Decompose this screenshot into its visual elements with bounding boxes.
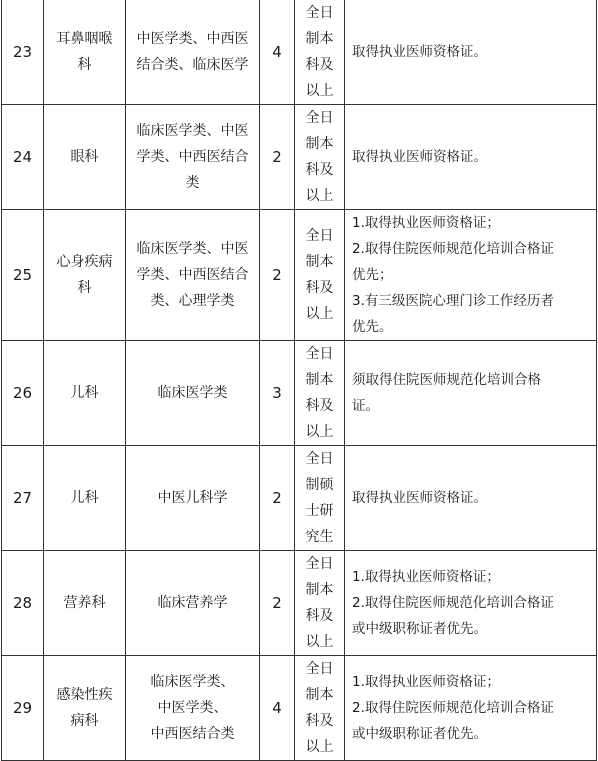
requirements-cell-line: 1.取得执业医师资格证；	[352, 674, 500, 690]
headcount-cell: 4	[260, 656, 295, 761]
department-cell-line: 科	[77, 280, 92, 296]
education-cell-line: 全日	[305, 5, 334, 21]
major-cell	[126, 446, 260, 551]
education-cell-line: 科及	[305, 398, 334, 414]
requirements-cell	[345, 0, 597, 105]
row-index: 25	[2, 210, 44, 341]
department-cell	[44, 105, 126, 210]
department-cell	[44, 446, 126, 551]
requirements-cell-line: 取得执业医师资格证。	[352, 490, 487, 506]
requirements-cell-line: 取得执业医师资格证。	[352, 44, 487, 60]
education-cell-line: 制硕	[305, 477, 334, 493]
education-cell-line: 究生	[305, 529, 334, 545]
education-cell-line: 士研	[305, 503, 334, 519]
headcount-cell: 4	[260, 0, 295, 105]
row-index: 24	[2, 105, 44, 210]
education-cell-line: 科及	[305, 713, 334, 729]
education-cell-line: 制本	[305, 687, 334, 703]
major-cell-line: 中医学类、中西医	[136, 31, 249, 47]
department-cell-line: 心身疾病	[56, 254, 113, 270]
major-cell-line: 中医儿科学	[157, 490, 228, 506]
education-cell-line: 以上	[305, 634, 334, 650]
education-cell-line: 科及	[305, 608, 334, 624]
major-cell	[126, 0, 260, 105]
row-index: 28	[2, 551, 44, 656]
department-cell	[44, 656, 126, 761]
education-cell-line: 制本	[305, 254, 334, 270]
major-cell-line: 临床营养学	[157, 595, 228, 611]
department-cell-line: 眼科	[70, 149, 99, 165]
table-row	[2, 341, 597, 446]
department-cell-line: 病科	[70, 713, 99, 729]
education-cell-line: 科及	[305, 280, 334, 296]
department-cell	[44, 210, 126, 341]
major-cell-line: 学类、中西医结合	[136, 149, 249, 165]
major-cell-line: 中医学类、	[157, 700, 228, 716]
department-cell-line: 儿科	[70, 385, 99, 401]
table-row	[2, 551, 597, 656]
education-cell-line: 全日	[305, 228, 334, 244]
education-cell-line: 以上	[305, 424, 334, 440]
major-cell-line: 临床医学类、	[150, 674, 235, 690]
education-cell-line: 以上	[305, 739, 334, 755]
department-cell-line: 儿科	[70, 490, 99, 506]
department-cell	[44, 341, 126, 446]
requirements-cell-line: 证。	[352, 398, 379, 414]
table-row	[2, 105, 597, 210]
table-row	[2, 656, 597, 761]
requirements-cell	[345, 341, 597, 446]
row-index: 26	[2, 341, 44, 446]
requirements-cell-line: 须取得住院医师规范化培训合格	[352, 372, 541, 388]
education-cell	[295, 0, 345, 105]
education-cell	[295, 446, 345, 551]
row-index: 27	[2, 446, 44, 551]
education-cell	[295, 551, 345, 656]
major-cell	[126, 551, 260, 656]
education-cell-line: 制本	[305, 582, 334, 598]
major-cell	[126, 656, 260, 761]
education-cell-line: 科及	[305, 57, 334, 73]
requirements-cell-line: 优先。	[352, 319, 393, 335]
headcount-cell: 3	[260, 341, 295, 446]
headcount-cell: 2	[260, 551, 295, 656]
education-cell-line: 以上	[305, 188, 334, 204]
requirements-cell-line: 取得执业医师资格证。	[352, 149, 487, 165]
requirements-cell	[345, 446, 597, 551]
requirements-cell-line: 2.取得住院医师规范化培训合格证	[352, 595, 554, 611]
education-cell-line: 全日	[305, 451, 334, 467]
department-cell-line: 营养科	[63, 595, 106, 611]
requirements-cell-line: 3.有三级医院心理门诊工作经历者	[352, 293, 554, 309]
department-cell	[44, 551, 126, 656]
major-cell-line: 类、心理学类	[150, 293, 235, 309]
major-cell	[126, 341, 260, 446]
requirements-cell-line: 优先；	[352, 267, 393, 283]
department-cell	[44, 0, 126, 105]
major-cell-line: 临床医学类、中医	[136, 241, 249, 257]
major-cell	[126, 105, 260, 210]
table-row	[2, 210, 597, 341]
education-cell	[295, 656, 345, 761]
headcount-cell: 2	[260, 446, 295, 551]
education-cell	[295, 341, 345, 446]
requirements-cell-line: 2.取得住院医师规范化培训合格证	[352, 241, 554, 257]
requirements-cell-line: 1.取得执业医师资格证；	[352, 569, 500, 585]
major-cell	[126, 210, 260, 341]
major-cell-line: 临床医学类、中医	[136, 123, 249, 139]
education-cell-line: 全日	[305, 556, 334, 572]
requirements-cell	[345, 105, 597, 210]
requirements-cell-line: 或中级职称证者优先。	[352, 726, 487, 742]
position-table-body	[2, 0, 597, 761]
education-cell	[295, 210, 345, 341]
education-cell-line: 制本	[305, 31, 334, 47]
education-cell-line: 制本	[305, 136, 334, 152]
row-index: 23	[2, 0, 44, 105]
requirements-cell	[345, 656, 597, 761]
education-cell-line: 全日	[305, 110, 334, 126]
department-cell-line: 感染性疾	[56, 687, 113, 703]
major-cell-line: 结合类、临床医学	[136, 57, 249, 73]
education-cell-line: 科及	[305, 162, 334, 178]
headcount-cell: 2	[260, 210, 295, 341]
requirements-cell	[345, 210, 597, 341]
requirements-cell-line: 2.取得住院医师规范化培训合格证	[352, 700, 554, 716]
department-cell-line: 耳鼻咽喉	[56, 31, 113, 47]
requirements-cell	[345, 551, 597, 656]
education-cell	[295, 105, 345, 210]
row-index: 29	[2, 656, 44, 761]
table-row	[2, 0, 597, 105]
major-cell-line: 中西医结合类	[150, 726, 235, 742]
requirements-cell-line: 或中级职称证者优先。	[352, 621, 487, 637]
requirements-cell-line: 1.取得执业医师资格证；	[352, 215, 500, 231]
major-cell-line: 类	[185, 175, 200, 191]
department-cell-line: 科	[77, 57, 92, 73]
education-cell-line: 以上	[305, 83, 334, 99]
major-cell-line: 学类、中西医结合	[136, 267, 249, 283]
headcount-cell: 2	[260, 105, 295, 210]
position-table	[1, 0, 597, 761]
education-cell-line: 制本	[305, 372, 334, 388]
education-cell-line: 以上	[305, 306, 334, 322]
table-row	[2, 446, 597, 551]
major-cell-line: 临床医学类	[157, 385, 228, 401]
education-cell-line: 全日	[305, 661, 334, 677]
education-cell-line: 全日	[305, 346, 334, 362]
